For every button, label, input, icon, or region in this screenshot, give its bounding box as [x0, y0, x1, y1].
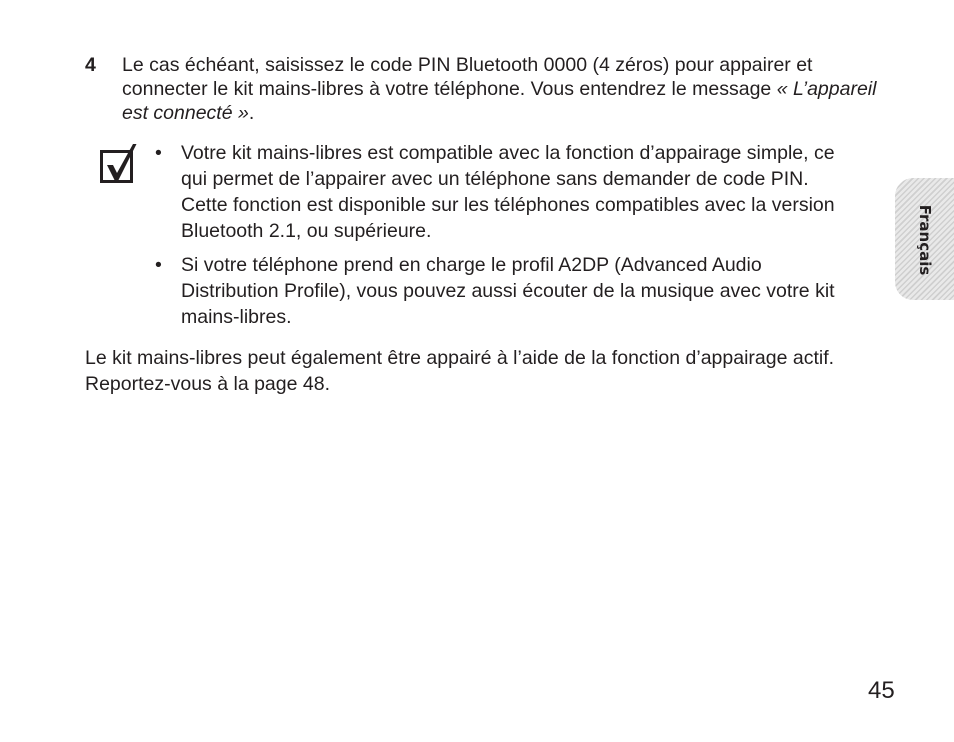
note-item-text: Votre kit mains-libres est compatible avec la fonction d’appairage simple, ce qui permet de l’appairer avec un téléphone sans demander de code PIN. Cette fonction est disponible sur les téléphones compatibles avec la version Bluetooth 2.1, ou supérieure.	[181, 142, 835, 242]
bullet-marker: •	[155, 142, 162, 164]
note-item	[155, 140, 855, 244]
body-paragraph: Le kit mains-libres peut également être appairé à l’aide de la fonction d’appairage actif. Reportez-vous à la page 48.	[85, 347, 835, 395]
step-text	[122, 53, 885, 125]
step-text-end: .	[248, 102, 255, 124]
bullet-marker: •	[155, 254, 162, 276]
page-number: 45	[868, 677, 895, 704]
checkbox-note-icon	[100, 143, 138, 183]
note-item-text: Si votre téléphone prend en charge le profil A2DP (Advanced Audio Distribution Profile), vous pouvez aussi écouter de la musique avec votre kit mains-libres.	[181, 254, 835, 328]
language-tab-label: Français	[916, 204, 934, 276]
step-4	[85, 53, 885, 125]
step-number: 4	[85, 54, 96, 76]
step-text-main: Le cas échéant, saisissez le code PIN Bluetooth 0000 (4 zéros) pour appairer et connecter le kit mains-libres à votre téléphone. Vous entendrez le message	[122, 54, 813, 100]
note-item	[155, 252, 855, 330]
step-text-emphasis: « L’appareil est connecté »	[122, 78, 877, 124]
note-list	[155, 140, 855, 338]
